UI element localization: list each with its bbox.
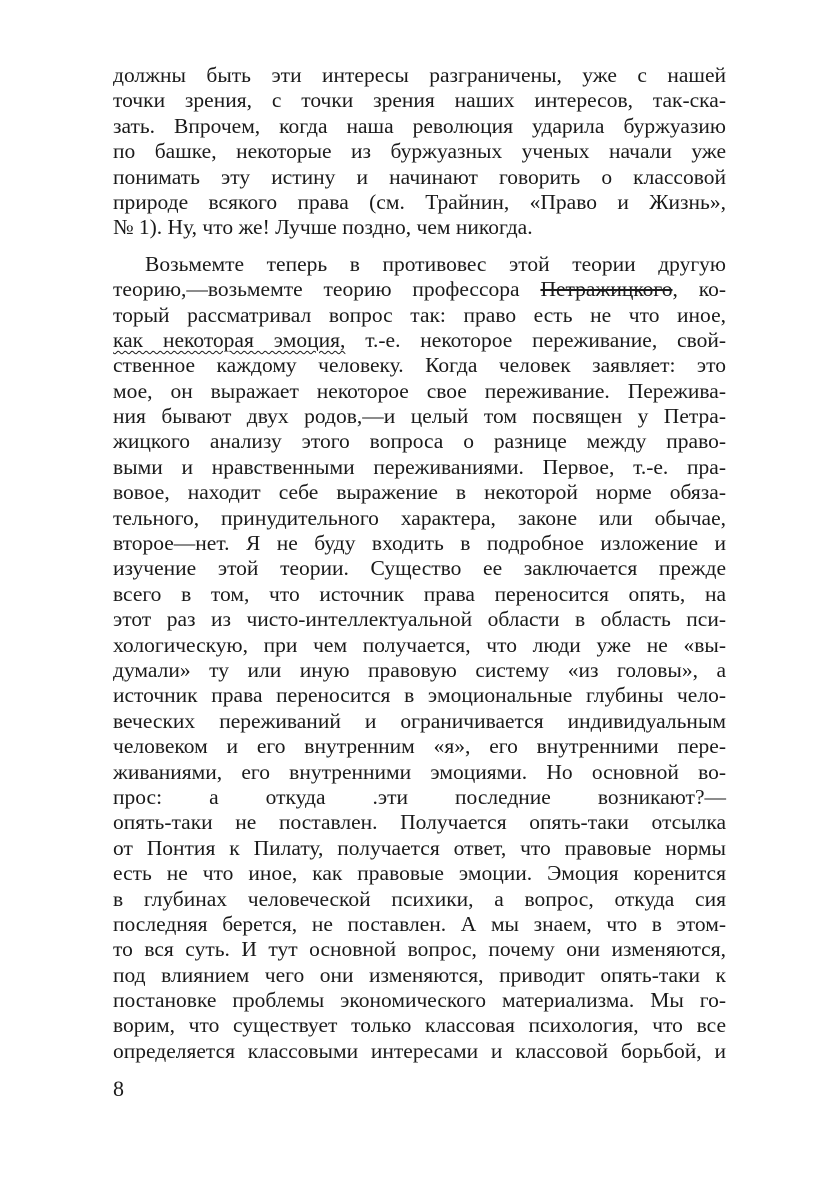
text-line: постановке проблемы экономического материализма. Мы го- (113, 988, 726, 1013)
text-line: торый рассматривал вопрос так: право есть не что иное, (113, 302, 726, 327)
text-line: опять-таки не поставлен. Получается опять-таки отсылка (113, 810, 726, 835)
text-line: зать. Впрочем, когда наша революция ударила буржуазию (113, 113, 726, 138)
text-line: определяется классовыми интересами и классовой борьбой, и (113, 1038, 726, 1063)
text-line: в глубинах человеческой психики, а вопрос, откуда сия (113, 886, 726, 911)
text-line: должны быть эти интересы разграничены, уже с нашей (113, 63, 726, 87)
text-line: вовое, находит себе выражение в некоторой норме обяза- (113, 480, 726, 505)
text-line: под влиянием чего они изменяются, приводит опять-таки к (113, 962, 726, 987)
text-line: по башке, некоторые из буржуазных ученых начали уже (113, 139, 726, 164)
paragraph-2-continuation (113, 379, 726, 1065)
text-line: ственное каждому человеку. Когда человек заявляет: это (113, 353, 726, 378)
text-line: живаниями, его внутренними эмоциями. Но основной во- (113, 759, 726, 784)
text-segment: , ко- (672, 277, 726, 302)
text-line: № 1). Ну, что же! Лучше поздно, чем никогда. (113, 215, 533, 240)
text-line: понимать эту истину и начинают говорить о классовой (113, 164, 726, 189)
text-line: жицкого анализу этого вопроса о разнице между право- (113, 429, 726, 454)
text-segment: теорию,—возьмемте теорию профессора (113, 277, 541, 302)
text-line: второе—нет. Я не буду входить в подробное изложение и (113, 531, 726, 556)
text-line: выми и нравственными переживаниями. Первое, т.-е. пра- (113, 454, 726, 479)
text-line: думали» ту или иную правовую систему «из головы», а (113, 657, 726, 682)
text-line: источник права переносится в эмоциональные глубины чело- (113, 683, 726, 708)
text-line: Возьмемте теперь в противовес этой теории другую (145, 251, 726, 276)
paragraph-2 (113, 252, 726, 1065)
text-line: точки зрения, с точки зрения наших интересов, так-ска- (113, 88, 726, 113)
text-line: ворим, что существует только классовая психология, что все (113, 1013, 726, 1038)
text-line: то вся суть. И тут основной вопрос, почему они изменяются, (113, 937, 726, 962)
body-text (113, 63, 726, 1064)
struck-out-name: Петражицкого (540, 277, 673, 302)
text-line: есть не что иное, как правовые эмоции. Эмоция коренится (113, 861, 726, 886)
text-segment: т.-е. некоторое переживание, свой- (345, 327, 726, 352)
text-line: тельного, принудительного характера, законе или обычае, (113, 505, 726, 530)
text-line: хологическую, при чем получается, что люди уже не «вы- (113, 632, 726, 657)
text-line: изучение этой теории. Существо ее заключается прежде (113, 556, 726, 581)
text-line: прос: а откуда .эти последние возникают?— (113, 784, 726, 809)
text-line: природе всякого права (см. Трайнин, «Право и Жизнь», (113, 189, 726, 214)
text-line (113, 277, 726, 302)
underlined-phrase: как некоторая эмоция, (113, 327, 346, 352)
paragraph-gap (113, 241, 726, 252)
text-line: последняя берется, не поставлен. А мы знаем, что в этом- (113, 911, 726, 936)
page-number: 8 (113, 1076, 124, 1101)
paragraph-1 (113, 63, 726, 241)
text-line (113, 328, 726, 353)
text-line: веческих переживаний и ограничивается индивидуальным (113, 708, 726, 733)
text-line: этот раз из чисто-интеллектуальной области в область пси- (113, 607, 726, 632)
text-line: всего в том, что источник права переносится опять, на (113, 581, 726, 606)
text-line: человеком и его внутренним «я», его внутренними пере- (113, 734, 726, 759)
text-line: от Понтия к Пилату, получается ответ, что правовые нормы (113, 835, 726, 860)
text-line: ния бывают двух родов,—и целый том посвящен у Петра- (113, 404, 726, 429)
text-line: мое, он выражает некоторое свое переживание. Пережива- (113, 378, 726, 403)
